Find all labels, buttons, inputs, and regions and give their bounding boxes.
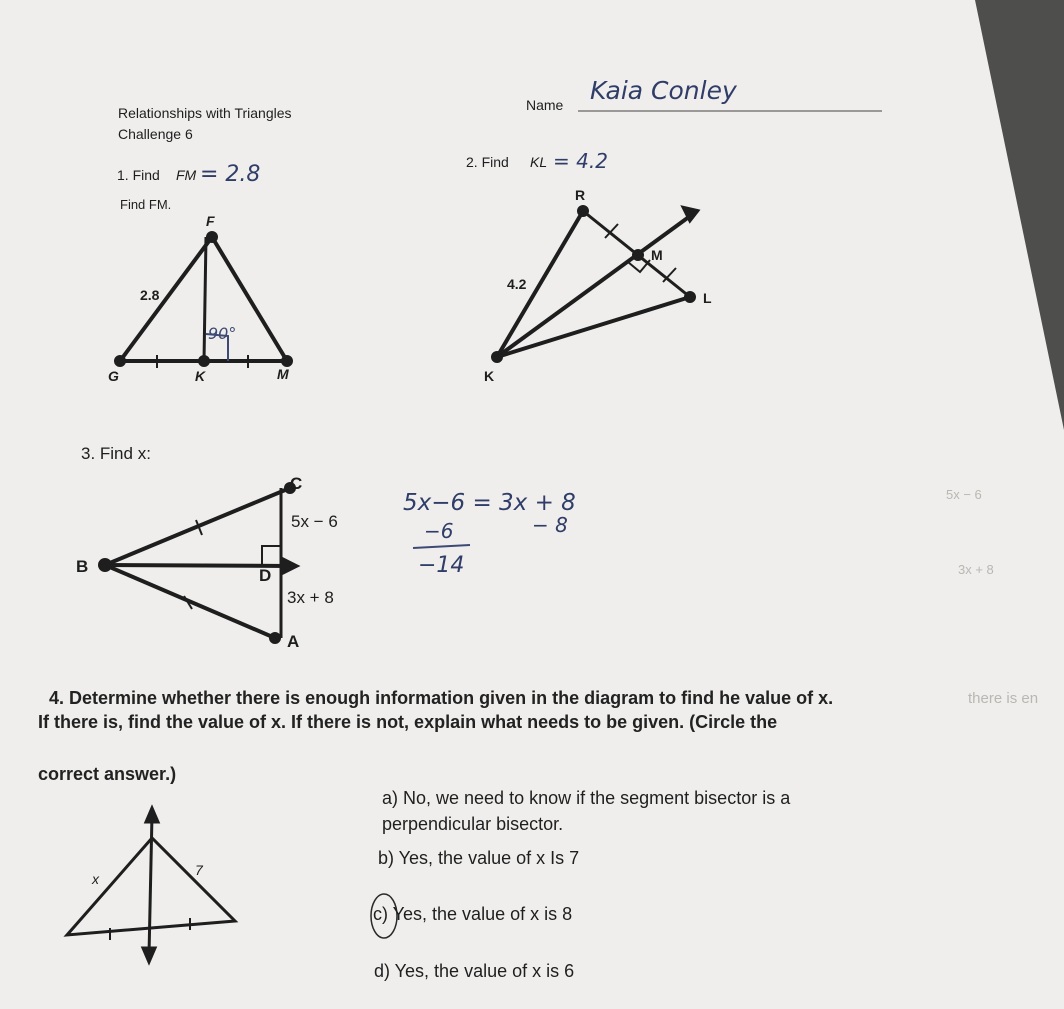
q3-point-a: A [287,632,300,651]
q2-point-r: R [575,187,586,203]
q1-diagram-caption: Find FM. [120,197,172,212]
q1-point-m: M [277,366,289,382]
worksheet-title: Relationships with Triangles [118,105,292,121]
q4-label-x: x [92,871,99,887]
worksheet-subtitle: Challenge 6 [118,126,193,142]
option-b[interactable]: b) Yes, the value of x Is 7 [378,848,580,868]
q3-label: 3. Find x: [81,444,151,463]
bleed-through-text: 3x + 8 [958,562,994,577]
q3-point-d: D [259,566,272,585]
q1-label: 1. Find [117,167,160,183]
q3-point-c: C [290,474,303,493]
q1-right-angle-note: 90° [208,324,237,343]
q3-work-subtract-right[interactable]: − 8 [532,513,568,537]
q4-prompt-line1: 4. Determine whether there is enough information given in the diagram to find he value of x. [49,688,834,708]
q1-point-g: G [108,368,119,384]
q2-side-length: 4.2 [507,276,527,292]
q4-label-7: 7 [195,862,203,878]
bleed-through-text: there is en [968,690,1039,707]
name-label: Name [526,97,564,113]
q3-work-equation[interactable]: 5x−6 = 3x + 8 [403,490,576,516]
q1-answer[interactable]: = 2.8 [200,162,261,187]
option-a-continuation[interactable]: perpendicular bisector. [382,814,564,834]
name-field[interactable]: Kaia Conley [590,76,737,105]
option-d[interactable]: d) Yes, the value of x is 6 [374,961,575,981]
q2-point-k: K [484,368,495,384]
bleed-through-text: 5x − 6 [946,487,982,502]
q2-point-m: M [651,247,663,263]
q4-prompt-line3: correct answer.) [38,764,177,784]
q3-point-b: B [76,557,89,576]
q4-prompt-line2: If there is, find the value of x. If there is not, explain what needs to be given. (Circle the [38,712,778,732]
option-c[interactable]: c) Yes, the value of x is 8 [373,904,573,924]
q3-expression-top: 5x − 6 [291,512,338,531]
q2-answer[interactable]: = 4.2 [553,149,608,173]
q2-variable: KL [530,154,548,170]
q3-work-result[interactable]: −14 [418,553,465,578]
q1-point-f: F [206,213,215,229]
q1-side-length: 2.8 [140,287,160,303]
q2-point-l: L [703,290,712,306]
q1-variable: FM [176,167,197,183]
q1-point-k: K [195,368,206,384]
q3-expression-bottom: 3x + 8 [287,588,334,607]
option-a[interactable]: a) No, we need to know if the segment bisector is a [382,788,791,808]
q3-work-subtract-left[interactable]: −6 [424,519,454,543]
q2-label: 2. Find [466,154,509,170]
